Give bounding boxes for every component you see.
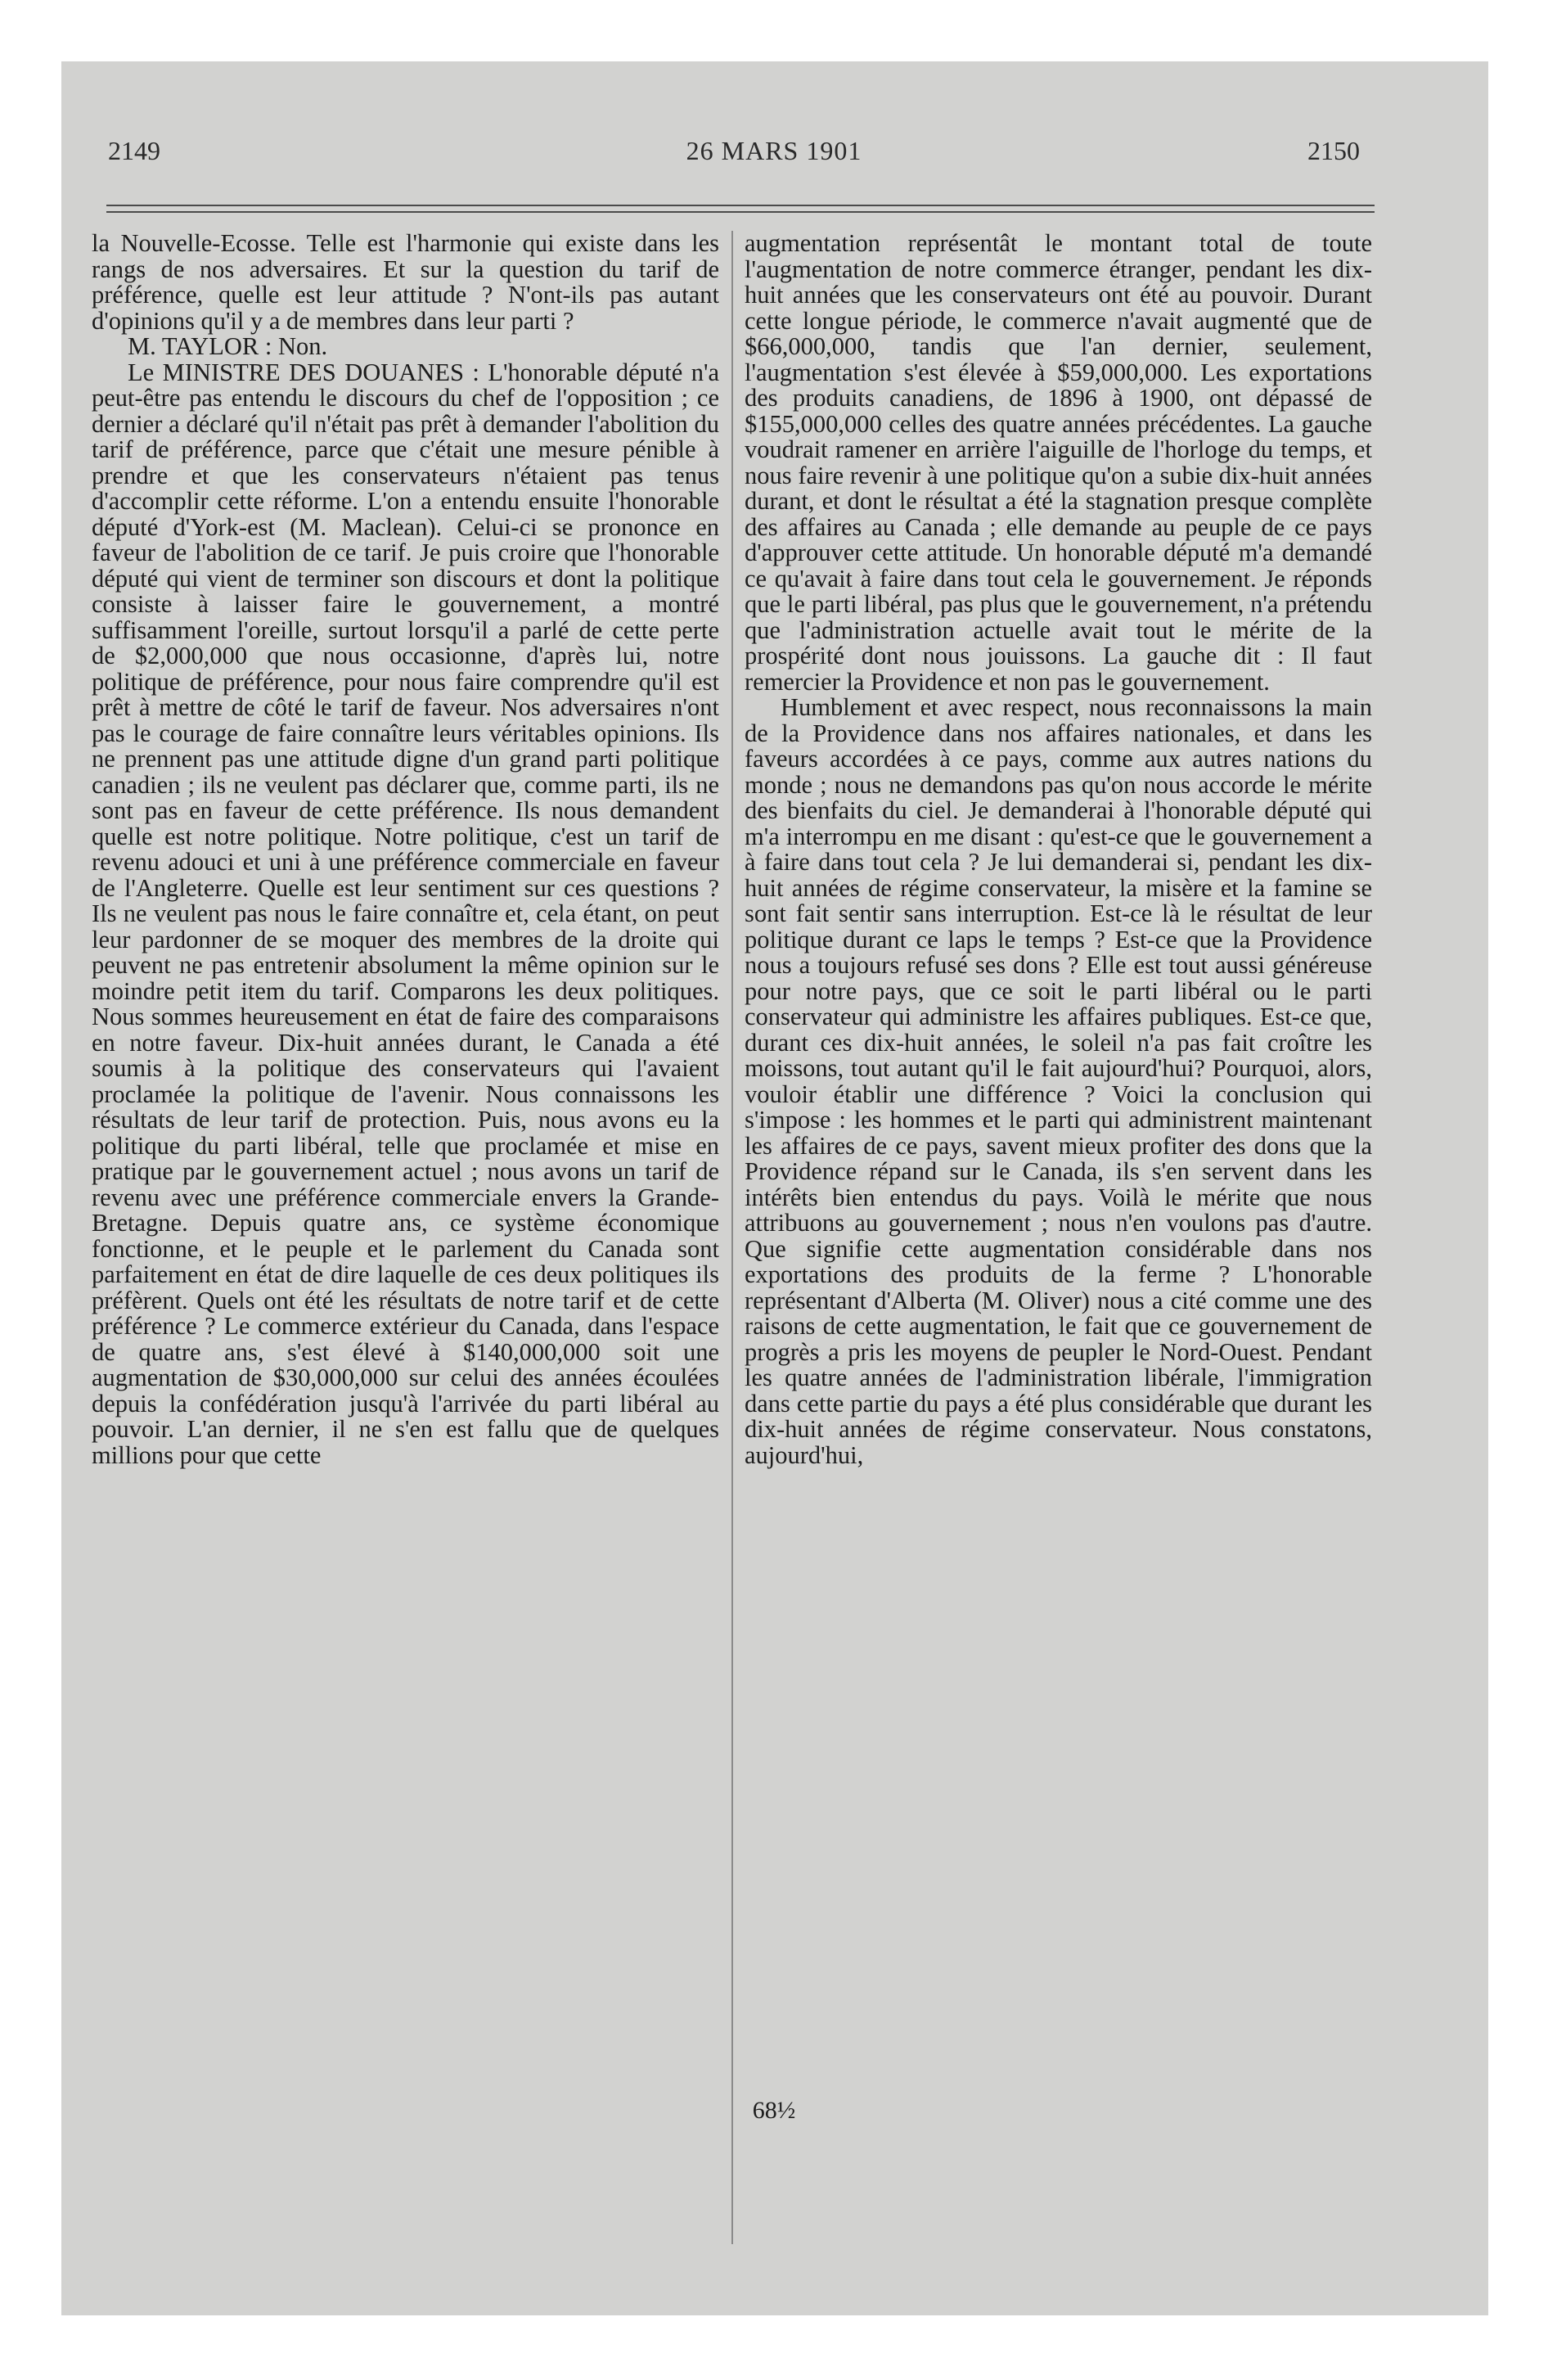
header-rule-top (106, 205, 1375, 206)
paragraph: la Nouvelle-Ecosse. Telle est l'harmonie qui existe dans les rangs de nos adversaires. Et sur la question du tarif de préférence, quelle est leur attitude ? N'ont-ils pas autant d'opinions qu'il y a de membres dans leur parti ? (92, 229, 719, 335)
paragraph: M. TAYLOR : Non. (128, 332, 328, 360)
page-header-date: 26 MARS 1901 (686, 136, 862, 165)
signature-mark: 68½ (752, 2097, 796, 2124)
right-column (745, 231, 1372, 1468)
paragraph: Humblement et avec respect, nous reconnaissons la main de la Providence dans nos affaires nationales, et dans les faveurs accordées à ce pays, comme aux autres nations du monde ; nous ne demandons pas qu'on nous accorde le mérite des bienfaits du ciel. Je demanderai à l'honorable député qui m'a interrompu en me disant : qu'est-ce que le gouvernement a à faire dans tout cela ? Je lui demanderai si, pendant les dix-huit années de régime conservateur, la misère et la famine se sont fait sentir sans interruption. Est-ce là le résultat de leur politique durant ce laps le temps ? Est-ce que la Providence nous a toujours refusé ses dons ? Elle est tout aussi généreuse pour notre pays, que ce soit le parti libéral ou le parti conservateur qui administre les affaires publiques. Est-ce que, durant ces dix-huit années, le soleil n'a pas fait croître les moissons, tout autant qu'il le fait aujourd'hui? Pourquoi, alors, vouloir établir une différence ? Voici la conclusion qui s'impose : les hommes et le parti qui administrent maintenant les affaires de ce pays, savent mieux profiter des dons que la Providence répand sur le Canada, ils s'en servent dans les intérêts bien entendus du pays. Voilà le mérite que nous attribuons au gouvernement ; nous n'en voulons pas d'autre. Que signifie cette augmentation considérable dans nos exportations des produits de la ferme ? L'honorable représentant d'Alberta (M. Oliver) nous a cité comme une des raisons de cette augmentation, le fait que ce gouvernement de progrès a pris les moyens de peupler le Nord-Ouest. Pendant les quatre années de l'administration libérale, l'immigration dans cette partie du pays a été plus considérable que durant les dix-huit années de régime conservateur. Nous constatons, aujourd'hui, (745, 693, 1372, 1469)
paragraph: augmentation représentât le montant total de toute l'augmentation de notre commerce étranger, pendant les dix-huit années que les conservateurs ont été au pouvoir. Durant cette longue période, le commerce n'avait augmenté que de $66,000,000, tandis que l'an dernier, seulement, l'augmentation s'est élevée à $59,000,000. Les exportations des produits canadiens, de 1896 à 1900, ont dépassé de $155,000,000 celles des quatre années précédentes. La gauche voudrait ramener en arrière l'aiguille de l'horloge du temps, et nous faire revenir à une politique qu'on a subie dix-huit années durant, et dont le résultat a été la stagnation presque complète des affaires au Canada ; elle demande au peuple de ce pays d'approuver cette attitude. Un honorable député m'a demandé ce qu'avait à faire dans tout cela le gouvernement. Je réponds que le parti libéral, pas plus que le gouvernement, n'a prétendu que l'administration actuelle avait tout le mérite de la prospérité dont nous jouissons. La gauche dit : Il faut remercier la Providence et non pas le gouvernement. (745, 229, 1372, 696)
column-divider (731, 231, 733, 2244)
left-column (92, 231, 719, 1468)
page-number-left: 2149 (108, 136, 160, 165)
page-number-right: 2150 (1307, 136, 1360, 165)
paragraph: Le MINISTRE DES DOUANES : L'honorable député n'a peut-être pas entendu le discours du chef de l'opposition ; ce dernier a déclaré qu'il n'était pas prêt à demander l'abolition du tarif de préférence, parce que c'était une mesure pénible à prendre et que les conservateurs n'étaient pas tenus d'accomplir cette réforme. L'on a entendu ensuite l'honorable député d'York-est (M. Maclean). Celui-ci se prononce en faveur de l'abolition de ce tarif. Je puis croire que l'honorable député qui vient de terminer son discours et dont la politique consiste à laisser faire le gouvernement, a montré suffisamment l'oreille, surtout lorsqu'il a parlé de cette perte de $2,000,000 que nous occasionne, d'après lui, notre politique de préférence, pour nous faire comprendre qu'il est prêt à mettre de côté le tarif de faveur. Nos adversaires n'ont pas le courage de faire connaître leurs véritables opinions. Ils ne prennent pas une attitude digne d'un grand parti politique canadien ; ils ne veulent pas déclarer que, comme parti, ils ne sont pas en faveur de cette préférence. Ils nous demandent quelle est notre politique. Notre politique, c'est un tarif de revenu adouci et uni à une préférence commerciale en faveur de l'Angleterre. Quelle est leur sentiment sur ces questions ? Ils ne veulent pas nous le faire connaître et, cela étant, on peut leur pardonner de se moquer des membres de la droite qui peuvent ne pas entretenir absolument la même opinion sur le moindre petit item du tarif. Comparons les deux politiques. Nous sommes heureusement en état de faire des comparaisons en notre faveur. Dix-huit années durant, le Canada a été soumis à la politique des conservateurs qui l'avaient proclamée la politique de l'avenir. Nous connaissons les résultats de leur tarif de protection. Puis, nous avons eu la politique du parti libéral, telle que proclamée et mise en pratique par le gouvernement actuel ; nous avons un tarif de revenu avec une préférence commerciale envers la Grande-Bretagne. Depuis quatre ans, ce système économique fonctionne, et le peuple et le parlement du Canada sont parfaitement en état de dire laquelle de ces deux politiques ils préfèrent. Quels ont été les résultats de notre tarif et de cette préférence ? Le commerce extérieur du Canada, dans l'espace de quatre ans, s'est élevé à $140,000,000 soit une augmentation de $30,000,000 sur celui des années écoulées depuis la confédération jusqu'à l'arrivée du parti libéral au pouvoir. L'an dernier, il ne s'en est fallu que de quelques millions pour que cette (92, 358, 719, 1469)
header-rule-bottom (106, 211, 1375, 213)
